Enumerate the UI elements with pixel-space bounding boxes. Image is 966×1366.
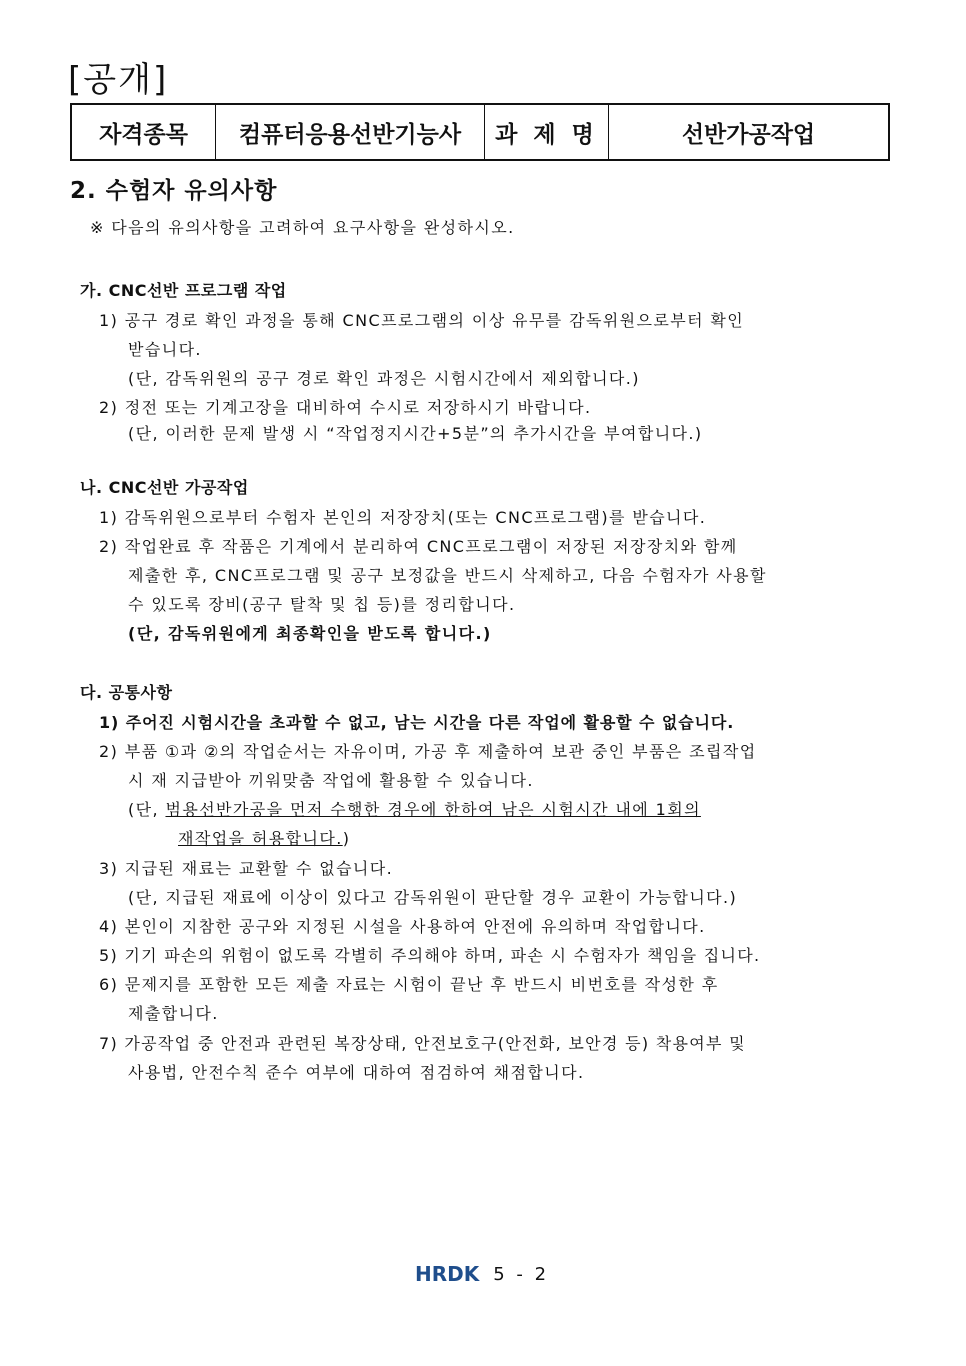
da-note-close: ) xyxy=(342,829,351,848)
ga-item-1: 1) 공구 경로 확인 과정을 통해 CNC프로그램의 이상 유무를 감독위원으로부터 확인 xyxy=(99,311,745,330)
da-item-2: 2) 부품 ①과 ②의 작업순서는 자유이며, 가공 후 제출하여 보관 중인 부품은 조립작업 xyxy=(99,742,757,761)
da-item-7-cont: 사용법, 안전수칙 준수 여부에 대하여 점검하여 채점합니다. xyxy=(128,1063,585,1082)
na-item-2: 2) 작업완료 후 작품은 기계에서 분리하여 CNC프로그램이 저장된 저장장치와 함께 xyxy=(99,537,738,556)
header-value-task: 선반가공작업 xyxy=(609,104,890,160)
subsection-ga-title: 가. CNC선반 프로그램 작업 xyxy=(80,281,287,300)
da-item-6-cont: 제출합니다. xyxy=(128,1004,219,1023)
da-item-7: 7) 가공작업 중 안전과 관련된 복장상태, 안전보호구(안전화, 보안경 등) 착용여부 및 xyxy=(99,1034,746,1053)
subsection-da-title: 다. 공통사항 xyxy=(80,683,173,702)
footer xyxy=(415,1262,549,1286)
da-item-3: 3) 지급된 재료는 교환할 수 없습니다. xyxy=(99,859,394,878)
na-item-2-cont-2: 수 있도록 장비(공구 탈착 및 칩 등)를 정리합니다. xyxy=(128,595,516,614)
da-item-3-note: (단, 지급된 재료에 이상이 있다고 감독위원이 판단할 경우 교환이 가능합니다.) xyxy=(128,888,738,907)
section-title: 2. 수험자 유의사항 xyxy=(70,178,278,204)
da-item-1: 1) 주어진 시험시간을 초과할 수 없고, 남는 시간을 다른 작업에 활용할 수 없습니다. xyxy=(99,713,735,732)
ga-item-2: 2) 정전 또는 기계고장을 대비하여 수시로 저장하시기 바랍니다. xyxy=(99,398,592,417)
da-item-5: 5) 기기 파손의 위험이 없도록 각별히 주의해야 하며, 파손 시 수험자가 책임을 집니다. xyxy=(99,946,761,965)
da-note-prefix: (단, xyxy=(128,800,166,819)
na-item-2-note: (단, 감독위원에게 최종확인을 받도록 합니다.) xyxy=(128,624,492,643)
ga-item-2-note: (단, 이러한 문제 발생 시 “작업정지시간+5분”의 추가시간을 부여합니다.) xyxy=(128,424,703,443)
page-number: 5 - 2 xyxy=(493,1263,550,1285)
hrdk-logo: HRDK xyxy=(415,1262,480,1286)
header-table xyxy=(70,103,890,161)
da-note-underlined-cont: 재작업을 허용합니다. xyxy=(178,829,343,848)
da-item-2-note xyxy=(128,800,701,820)
header-label-task: 과 제 명 xyxy=(485,104,609,160)
intro-note: ※ 다음의 유의사항을 고려하여 요구사항을 완성하시오. xyxy=(90,218,515,237)
page-tag: [공개] xyxy=(68,60,169,100)
ga-item-1-cont: 받습니다. xyxy=(128,340,202,359)
da-item-6: 6) 문제지를 포함한 모든 제출 자료는 시험이 끝난 후 반드시 비번호를 작성한 후 xyxy=(99,975,719,994)
na-item-1: 1) 감독위원으로부터 수험자 본인의 저장장치(또는 CNC프로그램)를 받습니다. xyxy=(99,508,707,527)
na-item-2-cont-1: 제출한 후, CNC프로그램 및 공구 보정값을 반드시 삭제하고, 다음 수험자가 사용할 xyxy=(128,566,767,585)
ga-item-1-note: (단, 감독위원의 공구 경로 확인 과정은 시험시간에서 제외합니다.) xyxy=(128,369,640,388)
subsection-na-title: 나. CNC선반 가공작업 xyxy=(80,478,249,497)
da-item-4: 4) 본인이 지참한 공구와 지정된 시설을 사용하여 안전에 유의하며 작업합니다. xyxy=(99,917,706,936)
da-item-2-note-cont xyxy=(178,829,350,849)
da-note-underlined: 범용선반가공을 먼저 수행한 경우에 한하여 남은 시험시간 내에 1회의 xyxy=(165,800,701,819)
header-value-qualification: 컴퓨터응용선반기능사 xyxy=(216,104,485,160)
da-item-2-cont: 시 재 지급받아 끼워맞춤 작업에 활용할 수 있습니다. xyxy=(128,771,534,790)
header-label-qualification: 자격종목 xyxy=(71,104,216,160)
